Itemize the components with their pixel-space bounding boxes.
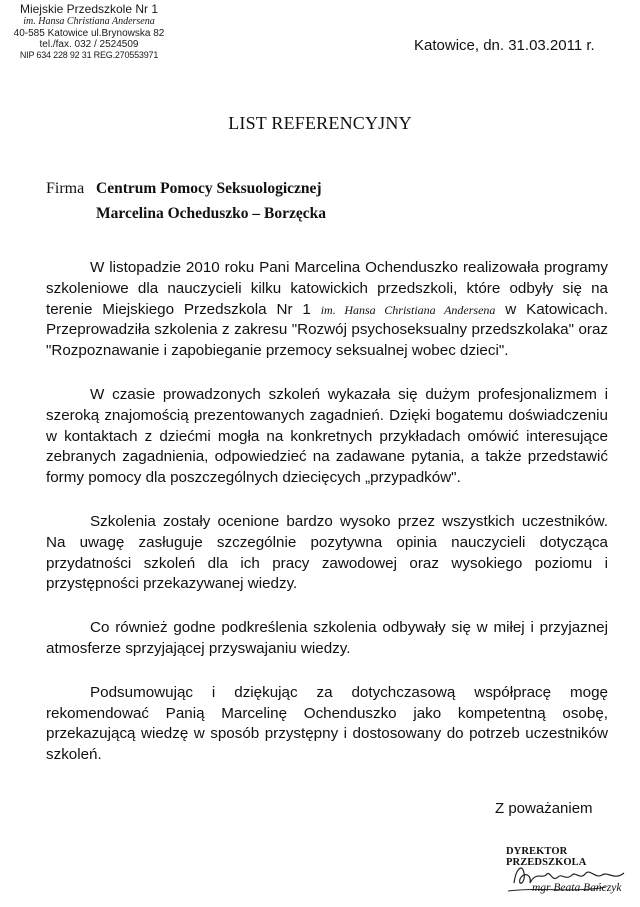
- paragraph-5: Podsumowując i dziękując za dotychczasową współpracę mogę rekomendować Panią Marcelinę Ochenduszko jako kompetentną osobę, przekazującą wiedzę w sposób przystępny i dostosowany do potrzeb uczestników szkoleń.: [46, 683, 608, 764]
- stamp-patron: im. Hansa Christiana Andersena: [23, 16, 155, 27]
- paragraph-1-start: W listopadzie 2010 roku Pani Marcelina Ochenduszko realizowała programy szkoleniowe dla nauczycieli kilku katowickich przedszkoli, które odbyły się na terenie Miejskiego Przedszkola Nr 1: [46, 259, 608, 318]
- stamp-address: 40-585 Katowice ul.Brynowska 82: [13, 28, 165, 39]
- recipient-company: Centrum Pomocy Seksuologicznej: [96, 180, 322, 197]
- school-patron-name: im. Hansa Christiana Andersena: [320, 302, 496, 317]
- closing-regards: Z poważaniem: [495, 800, 593, 817]
- letter-body: [46, 258, 608, 789]
- signatory-title-stamp: DYREKTOR PRZEDSZKOLA: [506, 846, 587, 868]
- school-stamp: [6, 3, 172, 61]
- paragraph-3: Szkolenia zostały ocenione bardzo wysoko przez wszystkich uczestników. Na uwagę zasługuje szczególnie pozytywna opinia nauczycieli dotycząca przydatności szkoleń dla ich pracy zawodowej oraz wysokiego poziomu i przystępności przekazywanej wiedzy.: [46, 512, 608, 593]
- recipient-label: Firma: [46, 180, 85, 197]
- paragraph-2: W czasie prowadzonych szkoleń wykazała się dużym profesjonalizmem i szeroką znajomością prezentowanych zagadnień. Dzięki bogatemu doświadczeniu w kontaktach z dziećmi mogła na konkretnych przykładach omówić interesujące zebranych zagadnienia, odpowiedzieć na zadawane pytania, a także przedstawić formy pomocy dla poszczególnych dziecięcych „przypadków".: [46, 385, 608, 487]
- date-line: Katowice, dn. 31.03.2011 r.: [414, 37, 595, 54]
- letter-title: LIST REFERENCYJNY: [228, 113, 412, 133]
- stamp-ids: NIP 634 228 92 31 REG.270553971: [19, 50, 159, 60]
- stamp-name: Miejskie Przedszkole Nr 1: [19, 2, 159, 16]
- paragraph-1-end: w Katowicach. Przeprowadziła szkolenia z zakresu "Rozwój psychoseksualny przedszkolaka" oraz "Rozpoznawanie i zapobieganie przemocy seksualnej wobec dzieci".: [46, 300, 608, 360]
- signatory-name: mgr Beata Bańczyk: [532, 882, 622, 894]
- recipient-person: Marcelina Ocheduszko – Borzęcka: [96, 205, 327, 222]
- paragraph-1: [46, 258, 608, 362]
- paragraph-4: Co również godne podkreślenia szkolenia odbywały się w miłej i przyjaznej atmosferze sprzyjającej przyswajaniu wiedzy.: [46, 619, 608, 657]
- stamp-phone: tel./fax. 032 / 2524509: [39, 39, 139, 50]
